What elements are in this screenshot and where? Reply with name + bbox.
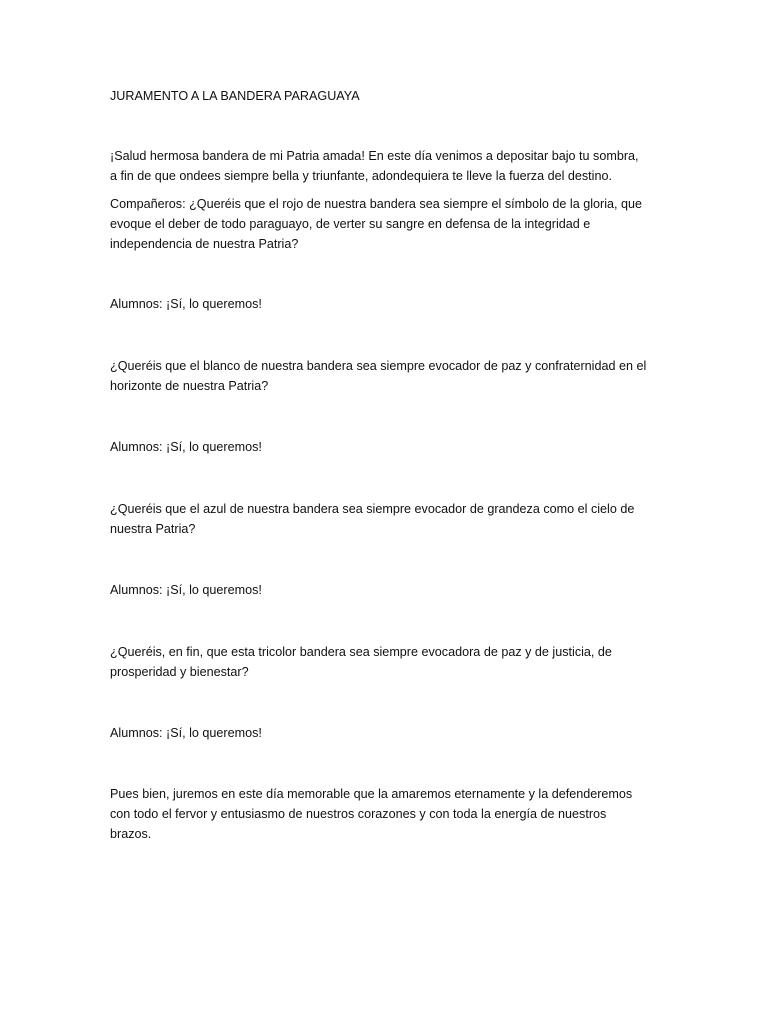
text-line: con todo el fervor y entusiasmo de nuestros corazones y con toda la energía de nuestros bbox=[110, 807, 607, 821]
text-line: brazos. bbox=[110, 827, 152, 841]
text-line: nuestra Patria? bbox=[110, 522, 196, 536]
text-line: ¿Queréis, en fin, que esta tricolor bandera sea siempre evocadora de paz y de justicia, de bbox=[110, 645, 612, 659]
text-line: Compañeros: ¿Queréis que el rojo de nuestra bandera sea siempre el símbolo de la gloria, que bbox=[110, 197, 643, 211]
paragraph-answer-3 bbox=[110, 580, 666, 600]
text-line: Pues bien, juremos en este día memorable que la amaremos eternamente y la defenderemos bbox=[110, 787, 633, 801]
text-line: independencia de nuestra Patria? bbox=[110, 237, 299, 251]
text-line: ¿Queréis que el azul de nuestra bandera sea siempre evocador de grandeza como el cielo de bbox=[110, 502, 635, 516]
paragraph-answer-2 bbox=[110, 437, 666, 457]
text-line: Alumnos: ¡Sí, lo queremos! bbox=[110, 297, 262, 311]
paragraph-question-tricolor bbox=[110, 642, 666, 682]
paragraph-question-white bbox=[110, 356, 666, 396]
text-line: Alumnos: ¡Sí, lo queremos! bbox=[110, 726, 262, 740]
text-line: ¿Queréis que el blanco de nuestra bandera sea siempre evocador de paz y confraternidad en el bbox=[110, 359, 647, 373]
paragraph-oath bbox=[110, 784, 666, 844]
paragraph-answer-4 bbox=[110, 723, 666, 743]
text-line: evoque el deber de todo paraguayo, de verter su sangre en defensa de la integridad e bbox=[110, 217, 591, 231]
text-line: Alumnos: ¡Sí, lo queremos! bbox=[110, 440, 262, 454]
text-line: prosperidad y bienestar? bbox=[110, 665, 249, 679]
paragraph-question-blue bbox=[110, 499, 666, 539]
document-title bbox=[110, 86, 666, 106]
paragraph-answer-1 bbox=[110, 294, 666, 314]
title-text: JURAMENTO A LA BANDERA PARAGUAYA bbox=[110, 89, 360, 103]
text-line: ¡Salud hermosa bandera de mi Patria amada! En este día venimos a depositar bajo tu sombra, bbox=[110, 149, 639, 163]
paragraph-question-red bbox=[110, 194, 666, 254]
text-line: Alumnos: ¡Sí, lo queremos! bbox=[110, 583, 262, 597]
paragraph-salutation bbox=[110, 146, 666, 186]
text-line: horizonte de nuestra Patria? bbox=[110, 379, 269, 393]
text-line: a fin de que ondees siempre bella y triunfante, adondequiera te lleve la fuerza del destino. bbox=[110, 169, 612, 183]
